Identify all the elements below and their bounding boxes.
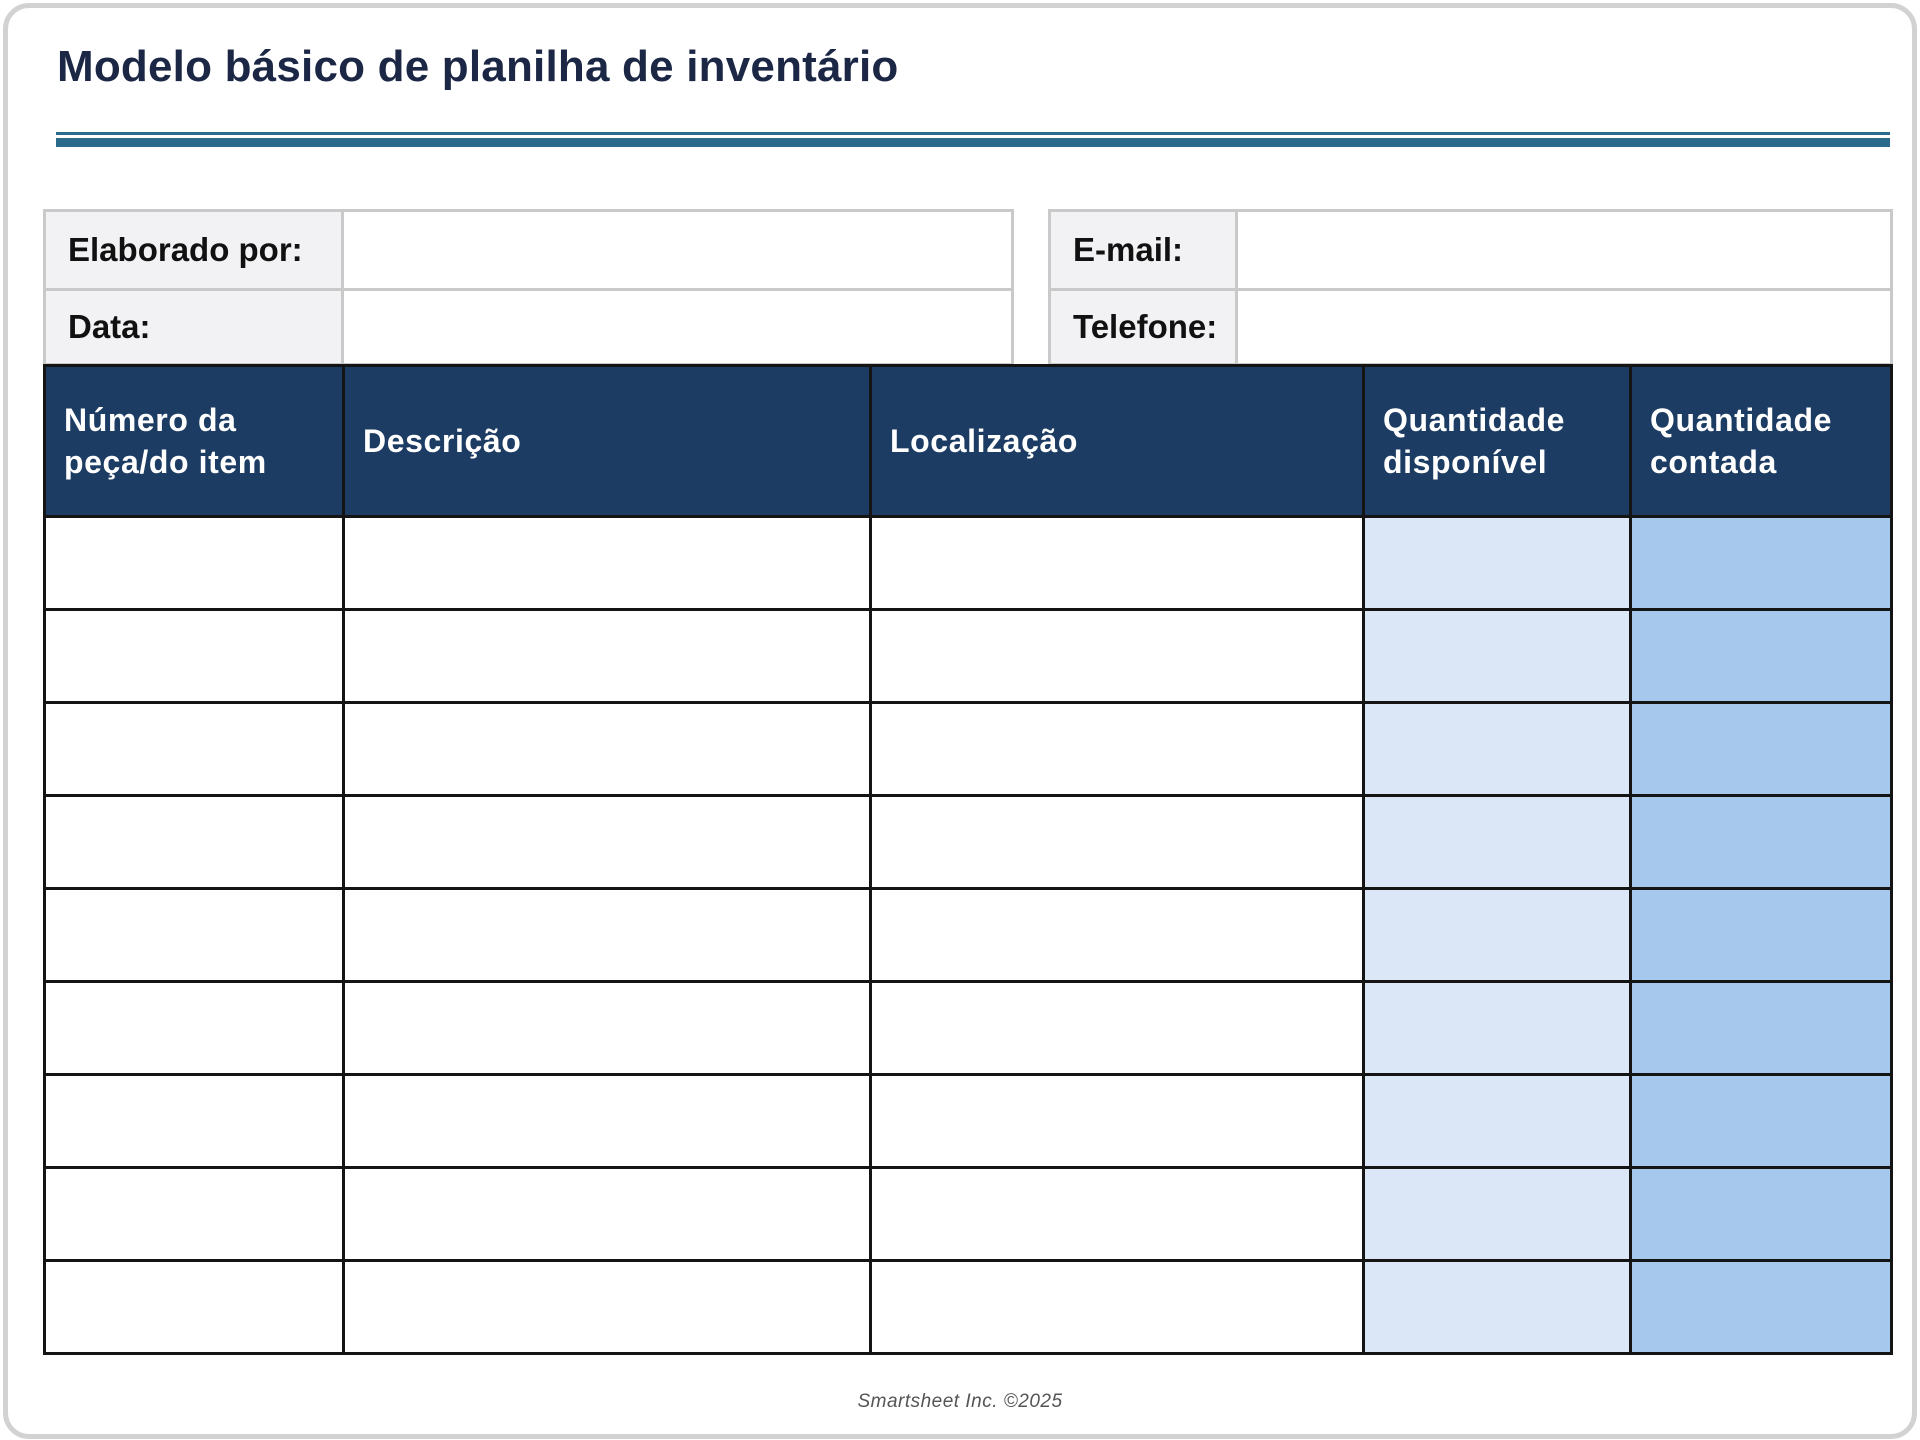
- quantity-available-cell[interactable]: [1364, 610, 1631, 703]
- quantity-available-cell[interactable]: [1364, 1075, 1631, 1168]
- email-label: E-mail:: [1050, 211, 1237, 290]
- item-number-cell[interactable]: [45, 889, 344, 982]
- quantity-available-cell[interactable]: [1364, 889, 1631, 982]
- prepared-by-label: Elaborado por:: [45, 211, 343, 290]
- table-row: [45, 889, 1892, 982]
- email-field[interactable]: [1237, 211, 1892, 290]
- location-cell[interactable]: [871, 1075, 1364, 1168]
- quantity-counted-cell[interactable]: [1631, 889, 1892, 982]
- header-quantity-available: Quantidade disponível: [1364, 366, 1631, 517]
- prepared-by-field[interactable]: [343, 211, 1013, 290]
- item-number-cell[interactable]: [45, 982, 344, 1075]
- quantity-counted-cell[interactable]: [1631, 1168, 1892, 1261]
- location-cell[interactable]: [871, 517, 1364, 610]
- item-number-cell[interactable]: [45, 517, 344, 610]
- table-row: [45, 610, 1892, 703]
- quantity-counted-cell[interactable]: [1631, 610, 1892, 703]
- item-number-cell[interactable]: [45, 1168, 344, 1261]
- title-divider-thick: [56, 138, 1890, 147]
- inventory-body: [45, 517, 1892, 1354]
- location-cell[interactable]: [871, 982, 1364, 1075]
- table-row: [45, 1168, 1892, 1261]
- description-cell[interactable]: [344, 889, 871, 982]
- phone-label: Telefone:: [1050, 290, 1237, 365]
- quantity-available-cell[interactable]: [1364, 1261, 1631, 1354]
- description-cell[interactable]: [344, 1261, 871, 1354]
- item-number-cell[interactable]: [45, 610, 344, 703]
- quantity-counted-cell[interactable]: [1631, 982, 1892, 1075]
- description-cell[interactable]: [344, 703, 871, 796]
- inventory-header-row: [45, 366, 1892, 517]
- info-table-left: [43, 209, 1014, 366]
- location-cell[interactable]: [871, 1261, 1364, 1354]
- table-row: [45, 1261, 1892, 1354]
- header-location: Localização: [871, 366, 1364, 517]
- inventory-table: [43, 364, 1893, 1355]
- quantity-available-cell[interactable]: [1364, 796, 1631, 889]
- location-cell[interactable]: [871, 796, 1364, 889]
- table-row: [45, 796, 1892, 889]
- location-cell[interactable]: [871, 1168, 1364, 1261]
- title-divider-thin: [56, 132, 1890, 135]
- quantity-available-cell[interactable]: [1364, 517, 1631, 610]
- date-label: Data:: [45, 290, 343, 365]
- location-cell[interactable]: [871, 703, 1364, 796]
- description-cell[interactable]: [344, 982, 871, 1075]
- worksheet-page: [3, 3, 1917, 1439]
- description-cell[interactable]: [344, 796, 871, 889]
- quantity-counted-cell[interactable]: [1631, 703, 1892, 796]
- footer-copyright: Smartsheet Inc. ©2025: [857, 1391, 1063, 1412]
- header-description: Descrição: [344, 366, 871, 517]
- location-cell[interactable]: [871, 889, 1364, 982]
- table-row: [45, 703, 1892, 796]
- phone-field[interactable]: [1237, 290, 1892, 365]
- table-row: [45, 982, 1892, 1075]
- page-title: Modelo básico de planilha de inventário: [57, 42, 899, 91]
- location-cell[interactable]: [871, 610, 1364, 703]
- header-item-number: Número da peça/do item: [45, 366, 344, 517]
- item-number-cell[interactable]: [45, 703, 344, 796]
- header-quantity-counted: Quantidade contada: [1631, 366, 1892, 517]
- item-number-cell[interactable]: [45, 1075, 344, 1168]
- quantity-counted-cell[interactable]: [1631, 1075, 1892, 1168]
- description-cell[interactable]: [344, 1168, 871, 1261]
- date-field[interactable]: [343, 290, 1013, 365]
- description-cell[interactable]: [344, 1075, 871, 1168]
- quantity-available-cell[interactable]: [1364, 703, 1631, 796]
- info-table-right: [1048, 209, 1893, 366]
- table-row: [45, 517, 1892, 610]
- quantity-available-cell[interactable]: [1364, 1168, 1631, 1261]
- table-row: [45, 1075, 1892, 1168]
- item-number-cell[interactable]: [45, 796, 344, 889]
- quantity-available-cell[interactable]: [1364, 982, 1631, 1075]
- item-number-cell[interactable]: [45, 1261, 344, 1354]
- description-cell[interactable]: [344, 517, 871, 610]
- quantity-counted-cell[interactable]: [1631, 517, 1892, 610]
- quantity-counted-cell[interactable]: [1631, 796, 1892, 889]
- quantity-counted-cell[interactable]: [1631, 1261, 1892, 1354]
- description-cell[interactable]: [344, 610, 871, 703]
